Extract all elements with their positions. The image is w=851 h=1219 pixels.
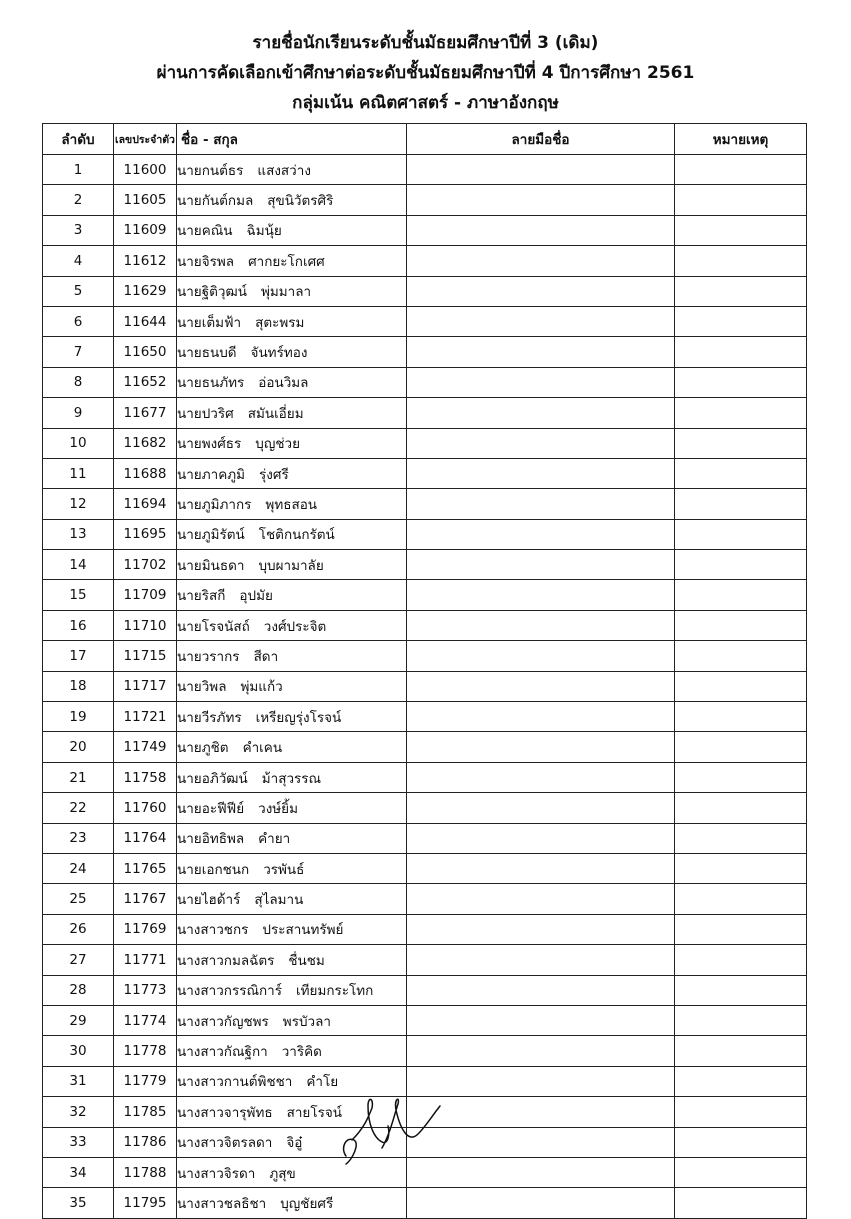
handwritten-signature [338, 1088, 442, 1172]
last-name: ศากยะโกเศศ [248, 253, 325, 270]
title-line-2: ผ่านการคัดเลือกเข้าศึกษาต่อระดับชั้นมัธยมศึกษาปีที่ 4 ปีการศึกษา 2561 [156, 63, 695, 83]
first-name: นางสาวกัณฐิกา [177, 1044, 268, 1061]
student-id: 11702 [114, 550, 177, 580]
last-name: อ่อนวิมล [258, 375, 309, 392]
first-name: นายภูมิภากร [177, 496, 252, 513]
signature-cell[interactable] [407, 793, 675, 823]
last-name: เทียมกระโทก [296, 983, 374, 1000]
row-number: 6 [43, 306, 114, 336]
row-number: 30 [43, 1036, 114, 1066]
student-id: 11795 [114, 1188, 177, 1218]
first-name: นายคณิน [177, 223, 233, 240]
last-name: สายโรจน์ [286, 1104, 342, 1121]
first-name: นายอิทธิพล [177, 831, 245, 848]
first-name: นายฐิติวุฒน์ [177, 284, 247, 301]
table-row [43, 975, 807, 1005]
signature-cell[interactable] [407, 610, 675, 640]
last-name: บุญช่วย [255, 436, 301, 453]
first-name: นายธนภัทร [177, 375, 245, 392]
table-row [43, 1005, 807, 1035]
row-number: 23 [43, 823, 114, 853]
signature-cell[interactable] [407, 1036, 675, 1066]
row-number: 14 [43, 550, 114, 580]
student-name [177, 732, 407, 762]
remark-cell [675, 155, 807, 185]
row-number: 12 [43, 489, 114, 519]
remark-cell [675, 519, 807, 549]
student-id: 11760 [114, 793, 177, 823]
student-id: 11765 [114, 853, 177, 883]
signature-cell[interactable] [407, 975, 675, 1005]
row-number: 9 [43, 398, 114, 428]
row-number: 4 [43, 246, 114, 276]
last-name: จันทร์ทอง [250, 345, 308, 362]
remark-cell [675, 884, 807, 914]
row-number: 1 [43, 155, 114, 185]
table-row [43, 914, 807, 944]
last-name: อุปมัย [239, 588, 273, 605]
col-header-student-id: เลขประจำตัว [114, 124, 177, 155]
first-name: นางสาวกรรณิการ์ [177, 983, 283, 1000]
student-id: 11788 [114, 1157, 177, 1187]
student-name [177, 793, 407, 823]
table-row [43, 853, 807, 883]
remark-cell [675, 732, 807, 762]
first-name: นายปวริศ [177, 405, 234, 422]
first-name: นางสาวชกร [177, 922, 249, 939]
last-name: บุญชัยศรี [280, 1195, 334, 1212]
student-id: 11715 [114, 641, 177, 671]
table-row [43, 610, 807, 640]
signature-cell[interactable] [407, 884, 675, 914]
signature-cell[interactable] [407, 519, 675, 549]
row-number: 20 [43, 732, 114, 762]
last-name: สมันเอี่ยม [247, 405, 304, 422]
first-name: นายธนบดี [177, 345, 237, 362]
student-name [177, 185, 407, 215]
student-id: 11767 [114, 884, 177, 914]
signature-cell[interactable] [407, 914, 675, 944]
student-name [177, 428, 407, 458]
student-id: 11652 [114, 367, 177, 397]
last-name: สุขนิวัตรศิริ [267, 193, 334, 210]
first-name: นายภูมิรัตน์ [177, 527, 245, 544]
first-name: นายวีรภัทร [177, 709, 242, 726]
row-number: 24 [43, 853, 114, 883]
student-name [177, 246, 407, 276]
student-id: 11710 [114, 610, 177, 640]
signature-cell[interactable] [407, 1127, 675, 1157]
remark-cell [675, 1097, 807, 1127]
first-name: นายวิพล [177, 679, 227, 696]
table-row [43, 762, 807, 792]
student-id: 11717 [114, 671, 177, 701]
row-number: 8 [43, 367, 114, 397]
last-name: ชื่นชม [288, 952, 325, 969]
student-name [177, 1036, 407, 1066]
last-name: เหรียญรุ่งโรจน์ [255, 709, 342, 726]
student-name [177, 276, 407, 306]
student-id: 11786 [114, 1127, 177, 1157]
last-name: ม้าสุวรรณ [261, 770, 322, 787]
remark-cell [675, 1188, 807, 1218]
remark-cell [675, 306, 807, 336]
col-header-no: ลำดับ [43, 124, 114, 155]
row-number: 21 [43, 762, 114, 792]
student-name [177, 702, 407, 732]
table-row [43, 671, 807, 701]
remark-cell [675, 185, 807, 215]
remark-cell [675, 914, 807, 944]
last-name: พุ่มแก้ว [240, 679, 283, 696]
first-name: นายกันต์กมล [177, 193, 254, 210]
last-name: พรบัวลา [282, 1013, 331, 1030]
student-id: 11764 [114, 823, 177, 853]
student-name [177, 853, 407, 883]
student-name [177, 489, 407, 519]
row-number: 33 [43, 1127, 114, 1157]
table-row [43, 945, 807, 975]
table-row [43, 519, 807, 549]
student-id: 11769 [114, 914, 177, 944]
signature-cell[interactable] [407, 550, 675, 580]
signature-cell[interactable] [407, 337, 675, 367]
first-name: นายโรจนัสถ์ [177, 618, 250, 635]
last-name: บุบผามาลัย [258, 557, 324, 574]
table-body [43, 155, 807, 1219]
student-id: 11688 [114, 458, 177, 488]
signature-cell[interactable] [407, 1097, 675, 1127]
signature-cell[interactable] [407, 1066, 675, 1096]
remark-cell [675, 793, 807, 823]
last-name: พุทธสอน [265, 496, 318, 513]
table-row [43, 398, 807, 428]
remark-cell [675, 1066, 807, 1096]
row-number: 2 [43, 185, 114, 215]
signature-cell[interactable] [407, 458, 675, 488]
first-name: นายกนต์ธร [177, 162, 244, 179]
student-name [177, 367, 407, 397]
student-id: 11721 [114, 702, 177, 732]
row-number: 26 [43, 914, 114, 944]
student-name [177, 458, 407, 488]
first-name: นายเอกชนก [177, 861, 250, 878]
first-name: นางสาวจิรดา [177, 1165, 256, 1182]
row-number: 7 [43, 337, 114, 367]
last-name: วาริคิด [281, 1044, 322, 1061]
last-name: สีดา [253, 648, 279, 665]
first-name: นายริสกี [177, 588, 226, 605]
table-row [43, 550, 807, 580]
col-header-name: ชื่อ - สกุล [177, 124, 407, 155]
row-number: 27 [43, 945, 114, 975]
row-number: 29 [43, 1005, 114, 1035]
col-header-remark: หมายเหตุ [675, 124, 807, 155]
remark-cell [675, 1157, 807, 1187]
table-row [43, 276, 807, 306]
first-name: นางสาวกัญชพร [177, 1013, 269, 1030]
table-row [43, 1188, 807, 1218]
last-name: ประสานทรัพย์ [262, 922, 344, 939]
remark-cell [675, 428, 807, 458]
row-number: 18 [43, 671, 114, 701]
student-id: 11612 [114, 246, 177, 276]
table-row [43, 489, 807, 519]
table-row [43, 823, 807, 853]
student-name [177, 884, 407, 914]
remark-cell [675, 367, 807, 397]
signature-cell[interactable] [407, 671, 675, 701]
student-id: 11774 [114, 1005, 177, 1035]
student-name [177, 641, 407, 671]
row-number: 32 [43, 1097, 114, 1127]
remark-cell [675, 276, 807, 306]
table-row [43, 367, 807, 397]
student-id: 11771 [114, 945, 177, 975]
remark-cell [675, 823, 807, 853]
signature-cell[interactable] [407, 367, 675, 397]
first-name: นายภาคภูมิ [177, 466, 246, 483]
first-name: นายภูชิต [177, 740, 229, 757]
row-number: 31 [43, 1066, 114, 1096]
student-name [177, 671, 407, 701]
student-name [177, 306, 407, 336]
row-number: 22 [43, 793, 114, 823]
last-name: โชติกนกรัตน์ [258, 527, 335, 544]
row-number: 13 [43, 519, 114, 549]
signature-cell[interactable] [407, 246, 675, 276]
last-name: แสงสว่าง [257, 162, 311, 179]
row-number: 11 [43, 458, 114, 488]
signature-cell[interactable] [407, 306, 675, 336]
signature-cell[interactable] [407, 155, 675, 185]
row-number: 25 [43, 884, 114, 914]
table-row [43, 185, 807, 215]
table-row [43, 702, 807, 732]
table-row [43, 732, 807, 762]
student-name [177, 975, 407, 1005]
signature-cell[interactable] [407, 276, 675, 306]
table-row [43, 641, 807, 671]
table-row [43, 306, 807, 336]
remark-cell [675, 702, 807, 732]
remark-cell [675, 1127, 807, 1157]
student-name [177, 580, 407, 610]
row-number: 28 [43, 975, 114, 1005]
last-name: ภูสุข [269, 1165, 296, 1182]
title-line-3: กลุ่มเน้น คณิตศาสตร์ - ภาษาอังกฤษ [292, 93, 559, 113]
student-id: 11778 [114, 1036, 177, 1066]
remark-cell [675, 489, 807, 519]
first-name: นายอะฟีฟีย์ [177, 800, 245, 817]
signature-cell[interactable] [407, 762, 675, 792]
student-id: 11749 [114, 732, 177, 762]
remark-cell [675, 337, 807, 367]
signature-cell[interactable] [407, 702, 675, 732]
remark-cell [675, 1036, 807, 1066]
last-name: คำเคน [242, 740, 283, 757]
row-number: 10 [43, 428, 114, 458]
student-id: 11758 [114, 762, 177, 792]
remark-cell [675, 215, 807, 245]
first-name: นางสาวกานต์พิชชา [177, 1074, 293, 1091]
student-name [177, 1005, 407, 1035]
student-id: 11605 [114, 185, 177, 215]
table-row [43, 1036, 807, 1066]
student-name [177, 762, 407, 792]
student-id: 11695 [114, 519, 177, 549]
student-name [177, 1188, 407, 1218]
first-name: นายจิรพล [177, 253, 235, 270]
last-name: วงษ์ยิ้ม [258, 800, 298, 817]
remark-cell [675, 641, 807, 671]
last-name: รุ่งศรี [259, 466, 289, 483]
last-name: จิอู๋ [286, 1135, 303, 1152]
title-line-1: รายชื่อนักเรียนระดับชั้นมัธยมศึกษาปีที่ 3 (เดิม) [252, 33, 599, 53]
table-row [43, 246, 807, 276]
student-id: 11677 [114, 398, 177, 428]
row-number: 3 [43, 215, 114, 245]
first-name: นางสาวชลธิชา [177, 1195, 267, 1212]
first-name: นายพงศ์ธร [177, 436, 242, 453]
student-name [177, 914, 407, 944]
last-name: วรพันธ์ [263, 861, 305, 878]
row-number: 15 [43, 580, 114, 610]
student-id: 11629 [114, 276, 177, 306]
signature-cell[interactable] [407, 641, 675, 671]
remark-cell [675, 398, 807, 428]
table-row [43, 793, 807, 823]
row-number: 35 [43, 1188, 114, 1218]
signature-cell[interactable] [407, 1188, 675, 1218]
table-header-row [43, 124, 807, 155]
last-name: สุไลมาน [254, 892, 304, 909]
signature-cell[interactable] [407, 398, 675, 428]
student-roster-table [42, 123, 807, 1219]
row-number: 17 [43, 641, 114, 671]
remark-cell [675, 975, 807, 1005]
remark-cell [675, 246, 807, 276]
document-header [0, 28, 851, 118]
remark-cell [675, 1005, 807, 1035]
remark-cell [675, 458, 807, 488]
student-name [177, 155, 407, 185]
student-name [177, 550, 407, 580]
signature-cell[interactable] [407, 489, 675, 519]
signature-cell[interactable] [407, 1005, 675, 1035]
remark-cell [675, 762, 807, 792]
remark-cell [675, 853, 807, 883]
table-row [43, 458, 807, 488]
last-name: คำยา [258, 831, 291, 848]
last-name: สุตะพรม [255, 314, 305, 331]
student-id: 11709 [114, 580, 177, 610]
student-name [177, 337, 407, 367]
student-name [177, 398, 407, 428]
signature-cell[interactable] [407, 823, 675, 853]
student-id: 11644 [114, 306, 177, 336]
signature-cell[interactable] [407, 1157, 675, 1187]
row-number: 16 [43, 610, 114, 640]
signature-cell[interactable] [407, 945, 675, 975]
student-name [177, 945, 407, 975]
table-row [43, 580, 807, 610]
student-id: 11682 [114, 428, 177, 458]
last-name: พุ่มมาลา [260, 284, 312, 301]
signature-cell[interactable] [407, 580, 675, 610]
remark-cell [675, 610, 807, 640]
first-name: นางสาวจิตรลดา [177, 1135, 273, 1152]
student-id: 11600 [114, 155, 177, 185]
student-id: 11779 [114, 1066, 177, 1096]
row-number: 19 [43, 702, 114, 732]
student-id: 11773 [114, 975, 177, 1005]
signature-cell[interactable] [407, 185, 675, 215]
table-row [43, 215, 807, 245]
first-name: นางสาวจารุพัทธ [177, 1104, 273, 1121]
signature-cell[interactable] [407, 428, 675, 458]
remark-cell [675, 945, 807, 975]
student-name [177, 823, 407, 853]
last-name: วงศ์ประจิต [263, 618, 327, 635]
signature-cell[interactable] [407, 732, 675, 762]
last-name: ฉิมนุ้ย [246, 223, 282, 240]
student-id: 11650 [114, 337, 177, 367]
student-id: 11609 [114, 215, 177, 245]
col-header-signature: ลายมือชื่อ [407, 124, 675, 155]
first-name: นายเต็มฟ้า [177, 314, 242, 331]
first-name: นายวรากร [177, 648, 240, 665]
signature-cell[interactable] [407, 215, 675, 245]
table-row [43, 884, 807, 914]
table-row [43, 428, 807, 458]
remark-cell [675, 580, 807, 610]
remark-cell [675, 550, 807, 580]
table-row [43, 337, 807, 367]
first-name: นางสาวกมลฉัตร [177, 952, 275, 969]
first-name: นายไฮด้าร์ [177, 892, 241, 909]
student-name [177, 519, 407, 549]
student-id: 11785 [114, 1097, 177, 1127]
last-name: คำโย [306, 1074, 339, 1091]
signature-cell[interactable] [407, 853, 675, 883]
row-number: 34 [43, 1157, 114, 1187]
student-name [177, 610, 407, 640]
student-name [177, 215, 407, 245]
remark-cell [675, 671, 807, 701]
row-number: 5 [43, 276, 114, 306]
table-row [43, 155, 807, 185]
first-name: นายมินธดา [177, 557, 245, 574]
first-name: นายอภิวัฒน์ [177, 770, 248, 787]
student-id: 11694 [114, 489, 177, 519]
